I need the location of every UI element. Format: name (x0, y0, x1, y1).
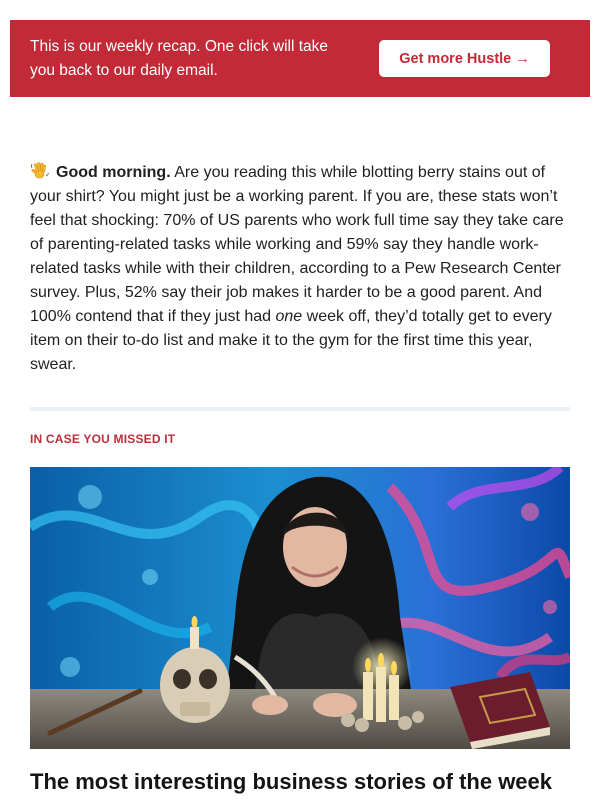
wave-hand-icon (30, 161, 50, 181)
intro-text-2: week off, they’d totally get to every item on their to-do list and make it to the gym for the first time this year, swear. (30, 308, 552, 373)
intro-text-1: Are you reading this while blotting berry stains out of your shirt? You might just be a working parent. If you are, these stats won’t feel that shocking: 70% of US parents who work full time say they take care of parenting-related tasks while working and 59% say they handle work-related tasks while with their children, according to a Pew Research Center survey. Plus, 52% say their job makes it harder to be a good parent. And 100% contend that if they just had (30, 164, 564, 325)
intro-paragraph (30, 161, 575, 377)
section-label: IN CASE YOU MISSED IT (30, 432, 176, 446)
article-hero-image[interactable] (30, 467, 570, 749)
section-divider (30, 407, 570, 411)
banner-text: This is our weekly recap. One click will take you back to our daily email. (30, 37, 329, 79)
greeting: Good morning. (56, 164, 171, 181)
recap-banner (10, 20, 590, 97)
intro-emphasis: one (275, 308, 303, 325)
get-more-hustle-button[interactable]: Get more Hustle → (379, 40, 550, 77)
article-headline[interactable]: The most interesting business stories of the week (30, 769, 553, 794)
